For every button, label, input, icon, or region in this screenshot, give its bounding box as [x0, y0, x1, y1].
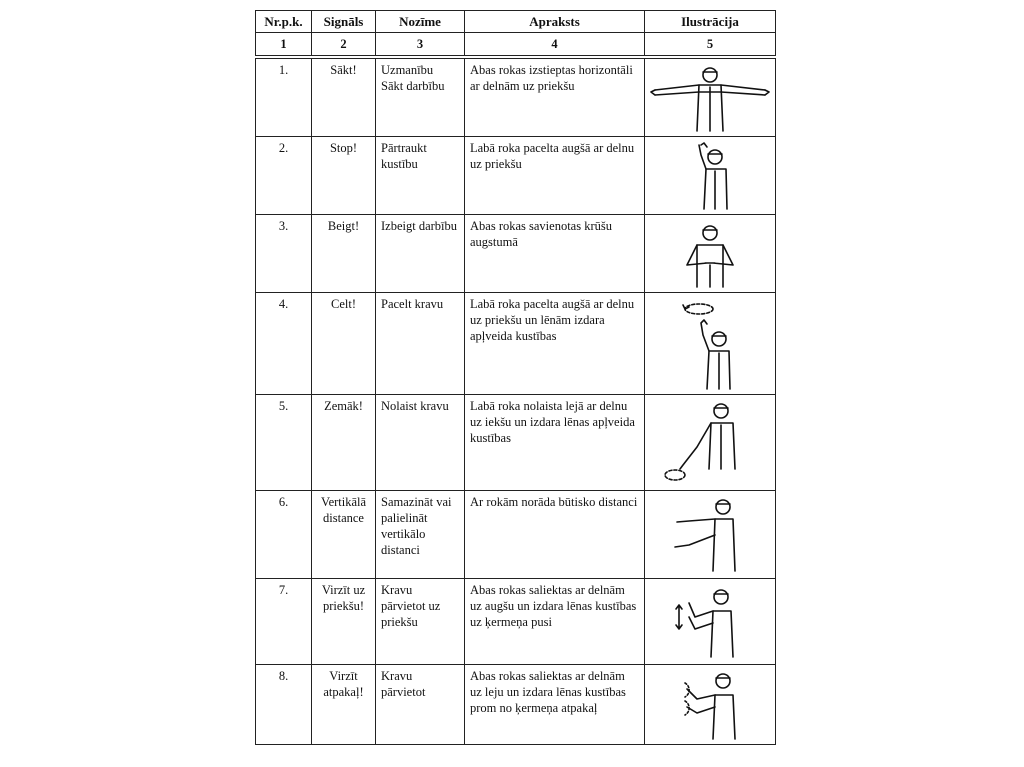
illustration-cell	[645, 395, 776, 491]
crane-signals-table	[255, 10, 776, 745]
signal-description: Labā roka pacelta augšā ar delnu uz priekšu	[465, 137, 645, 215]
signal-meaning: Nolaist kravu	[376, 395, 465, 491]
illustration-cell	[645, 579, 776, 665]
illustration-cell	[645, 665, 776, 745]
row-number: 7.	[256, 579, 312, 665]
lower-signal-figure-icon	[649, 399, 771, 487]
row-number: 3.	[256, 215, 312, 293]
signal-meaning: Samazināt vai palielināt vertikālo distanci	[376, 491, 465, 579]
signal-name: Virzīt atpakaļ!	[312, 665, 376, 745]
signal-meaning: Pārtraukt kustību	[376, 137, 465, 215]
signal-name: Virzīt uz priekšu!	[312, 579, 376, 665]
header-nr: Nr.p.k.	[256, 11, 312, 33]
column-number-row	[256, 33, 776, 56]
signal-name: Stop!	[312, 137, 376, 215]
end-signal-figure-icon	[649, 219, 771, 289]
signal-meaning: Pacelt kravu	[376, 293, 465, 395]
illustration-cell	[645, 491, 776, 579]
table-row	[256, 293, 776, 395]
illustration-cell	[645, 215, 776, 293]
backward-signal-figure-icon	[649, 669, 771, 741]
column-number: 3	[376, 33, 465, 56]
header-signal: Signāls	[312, 11, 376, 33]
illustration-cell	[645, 293, 776, 395]
signal-meaning: Izbeigt darbību	[376, 215, 465, 293]
signal-name: Vertikālā distance	[312, 491, 376, 579]
signal-description: Ar rokām norāda būtisko distanci	[465, 491, 645, 579]
signal-meaning: Kravu pārvietot uz priekšu	[376, 579, 465, 665]
header-illustration: Ilustrācija	[645, 11, 776, 33]
header-description: Apraksts	[465, 11, 645, 33]
stop-signal-figure-icon	[649, 141, 771, 211]
row-number: 8.	[256, 665, 312, 745]
table-row	[256, 137, 776, 215]
column-number: 2	[312, 33, 376, 56]
signal-description: Labā roka pacelta augšā ar delnu uz priekšu un lēnām izdara apļveida kustības	[465, 293, 645, 395]
lift-signal-figure-icon	[649, 297, 771, 391]
signal-description: Abas rokas saliektas ar delnām uz leju un izdara lēnas kustības prom no ķermeņa atpakaļ	[465, 665, 645, 745]
row-number: 6.	[256, 491, 312, 579]
table-row	[256, 395, 776, 491]
signal-name: Beigt!	[312, 215, 376, 293]
column-number: 5	[645, 33, 776, 56]
table-row	[256, 215, 776, 293]
column-number: 4	[465, 33, 645, 56]
signal-meaning: Kravu pārvietot	[376, 665, 465, 745]
signal-description: Labā roka nolaista lejā ar delnu uz iekšu un izdara lēnas apļveida kustības	[465, 395, 645, 491]
table-row	[256, 665, 776, 745]
row-number: 4.	[256, 293, 312, 395]
column-number: 1	[256, 33, 312, 56]
signal-meaning: Uzmanību Sākt darbību	[376, 59, 465, 137]
start-signal-figure-icon	[649, 63, 771, 133]
forward-signal-figure-icon	[649, 583, 771, 661]
header-meaning: Nozīme	[376, 11, 465, 33]
row-number: 2.	[256, 137, 312, 215]
table-row	[256, 491, 776, 579]
row-number: 1.	[256, 59, 312, 137]
signal-description: Abas rokas izstieptas horizontāli ar delnām uz priekšu	[465, 59, 645, 137]
signals-table-sheet	[255, 10, 775, 745]
signal-description: Abas rokas savienotas krūšu augstumā	[465, 215, 645, 293]
table-row	[256, 579, 776, 665]
header-row	[256, 11, 776, 33]
table-row	[256, 59, 776, 137]
signal-name: Zemāk!	[312, 395, 376, 491]
signal-description: Abas rokas saliektas ar delnām uz augšu un izdara lēnas kustības uz ķermeņa pusi	[465, 579, 645, 665]
signal-name: Celt!	[312, 293, 376, 395]
signal-name: Sākt!	[312, 59, 376, 137]
illustration-cell	[645, 59, 776, 137]
illustration-cell	[645, 137, 776, 215]
distance-signal-figure-icon	[649, 495, 771, 575]
row-number: 5.	[256, 395, 312, 491]
